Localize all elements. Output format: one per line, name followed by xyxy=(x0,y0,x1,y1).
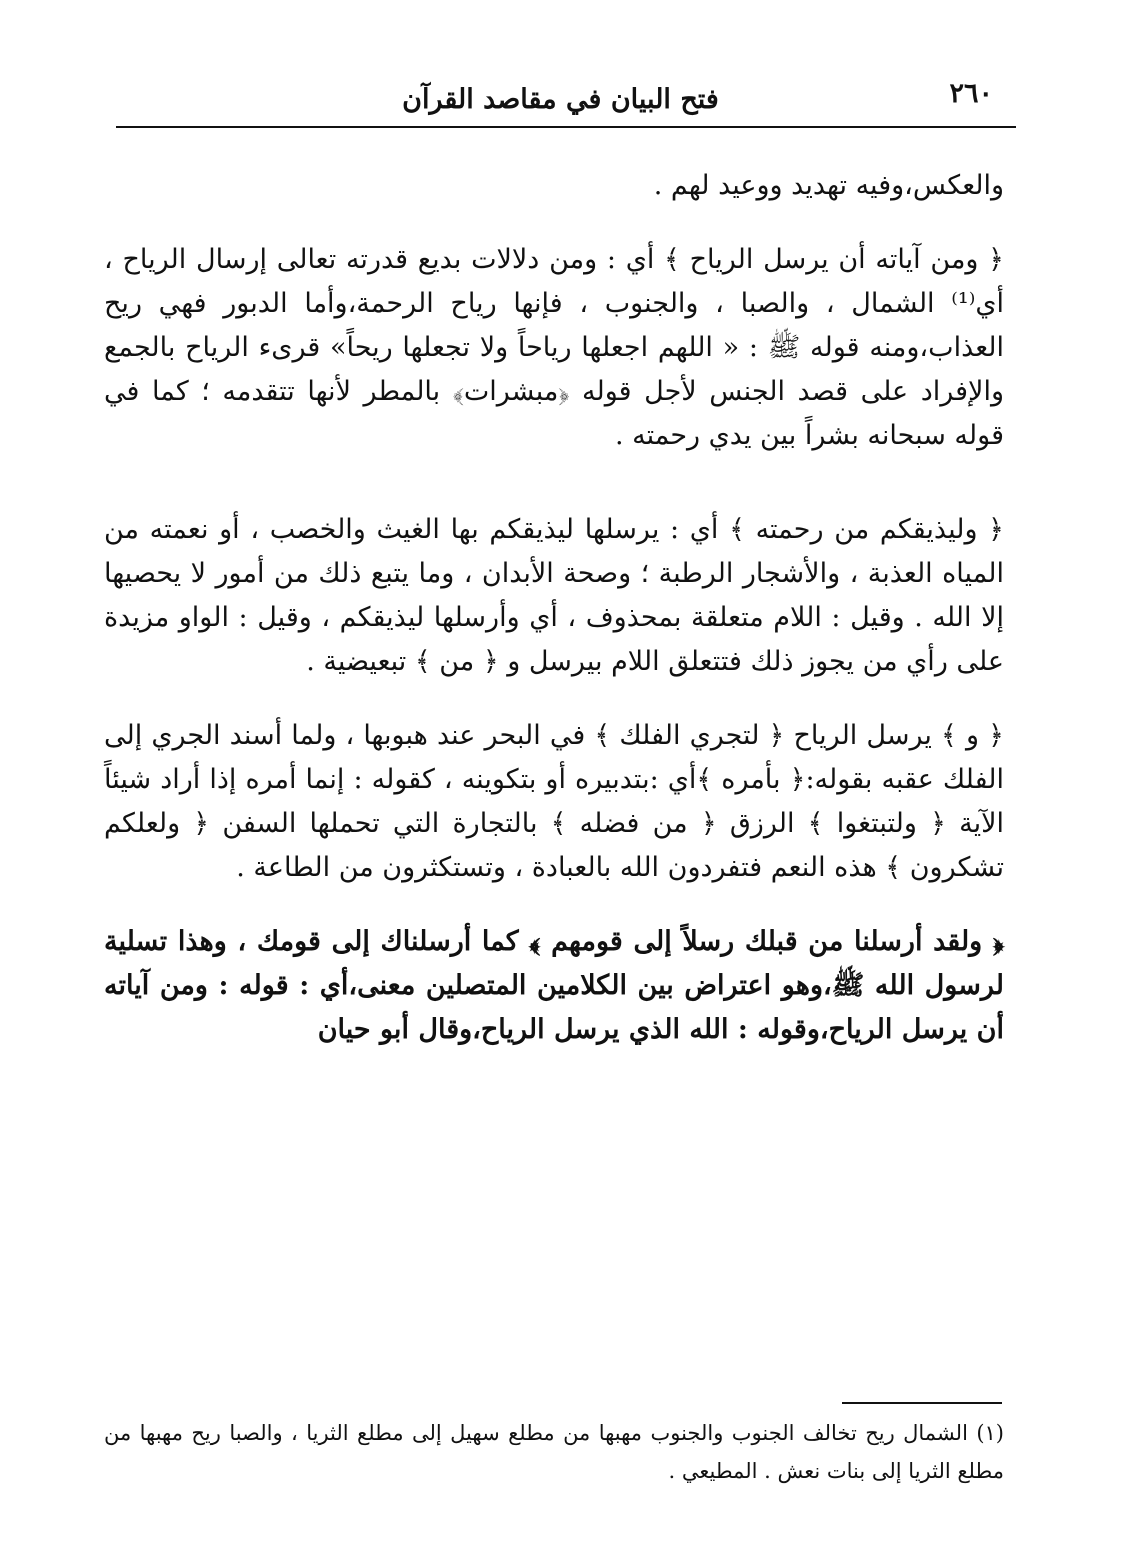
paragraph-5: ﴿ ولقد أرسلنا من قبلك رسلاً إلى قومهم ﴾ كما أرسلناك إلى قومك ، وهذا تسلية لرسول الله ﷺ،وهو اعتراض بين الكلامين المتصلين معنى،أي : قوله : ومن آياته أن يرسل الرياح،وقوله : الله الذي يرسل الرياح،وقال أبو حيان xyxy=(104,926,1004,1045)
header-rule xyxy=(116,126,1016,128)
footnote xyxy=(104,1414,1004,1490)
paragraph-2: ﴿ ومن آياته أن يرسل الرياح ﴾ أي : ومن دلالات بديع قدرته تعالى إرسال الرياح ، أي⁽¹⁾ الشمال ، والصبا ، والجنوب ، فإنها رياح الرحمة،وأما الدبور فهي ريح العذاب،ومنه قوله ﷺ : « اللهم اجعلها رياحاً ولا تجعلها ريحاً» قرىء الرياح بالجمع والإفراد على قصد الجنس لأجل قوله ﴿مبشرات﴾ بالمطر لأنها تتقدمه ؛ كما في قوله سبحانه بشراً بين يدي رحمته . xyxy=(104,244,1004,451)
main-text xyxy=(104,164,1004,1052)
footnote-text: (١) الشمال ريح تخالف الجنوب والجنوب مهبها من مطلع سهيل إلى مطلع الثريا ، والصبا ريح مهبها من مطلع الثريا إلى بنات نعش . المطيعي . xyxy=(104,1421,1004,1483)
paragraph-4: ﴿ و ﴾ يرسل الرياح ﴿ لتجري الفلك ﴾ في البحر عند هبوبها ، ولما أسند الجري إلى الفلك عقبه بقوله:﴿ بأمره ﴾أي :بتدبيره أو بتكوينه ، كقوله : إنما أمره إذا أراد شيئاً الآية ﴿ ولتبتغوا ﴾ الرزق ﴿ من فضله ﴾ بالتجارة التي تحملها السفن ﴿ ولعلكم تشكرون ﴾ هذه النعم فتفردون الله بالعبادة ، وتستكثرون من الطاعة . xyxy=(104,720,1004,883)
footnote-rule xyxy=(842,1402,1002,1404)
running-header-title: فتح البيان في مقاصد القرآن xyxy=(402,84,719,115)
paragraph-3: ﴿ وليذيقكم من رحمته ﴾ أي : يرسلها ليذيقكم بها الغيث والخصب ، أو نعمته من المياه العذبة ، والأشجار الرطبة ؛ وصحة الأبدان ، وما يتبع ذلك من أمور لا يحصيها إلا الله . وقيل : اللام متعلقة بمحذوف ، أي وأرسلها ليذيقكم ، وقيل : الواو مزيدة على رأي من يجوز ذلك فتتعلق اللام بيرسل و ﴿ من ﴾ تبعيضية . xyxy=(104,514,1004,677)
paragraph-1: والعكس،وفيه تهديد ووعيد لهم . xyxy=(653,170,1004,201)
page-number: ٢٦٠ xyxy=(949,78,993,109)
